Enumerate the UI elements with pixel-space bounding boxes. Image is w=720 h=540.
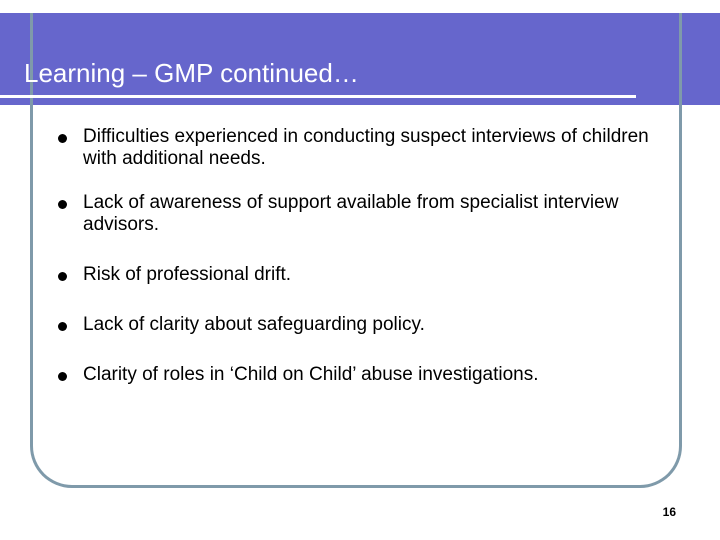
page-number: 16 [662,505,676,519]
list-item [58,364,678,386]
list-item [58,264,678,286]
bullet-icon [58,372,67,381]
bullet-text: Clarity of roles in ‘Child on Child’ abuse investigations. [83,364,539,385]
list-item [58,126,678,170]
bullet-text: Difficulties experienced in conducting suspect interviews of children with additional needs. [83,126,649,169]
bullet-icon [58,134,67,143]
bullet-text: Risk of professional drift. [83,264,292,285]
bullet-icon [58,272,67,281]
title-underline [0,95,636,98]
bullet-icon [58,200,67,209]
list-item [58,314,678,336]
bullet-icon [58,322,67,331]
slide-title: Learning – GMP continued… [24,58,359,88]
list-item [58,192,678,236]
bullet-text: Lack of awareness of support available from specialist interview advisors. [83,192,619,235]
bullet-text: Lack of clarity about safeguarding policy. [83,314,425,335]
bullet-list [58,126,678,386]
